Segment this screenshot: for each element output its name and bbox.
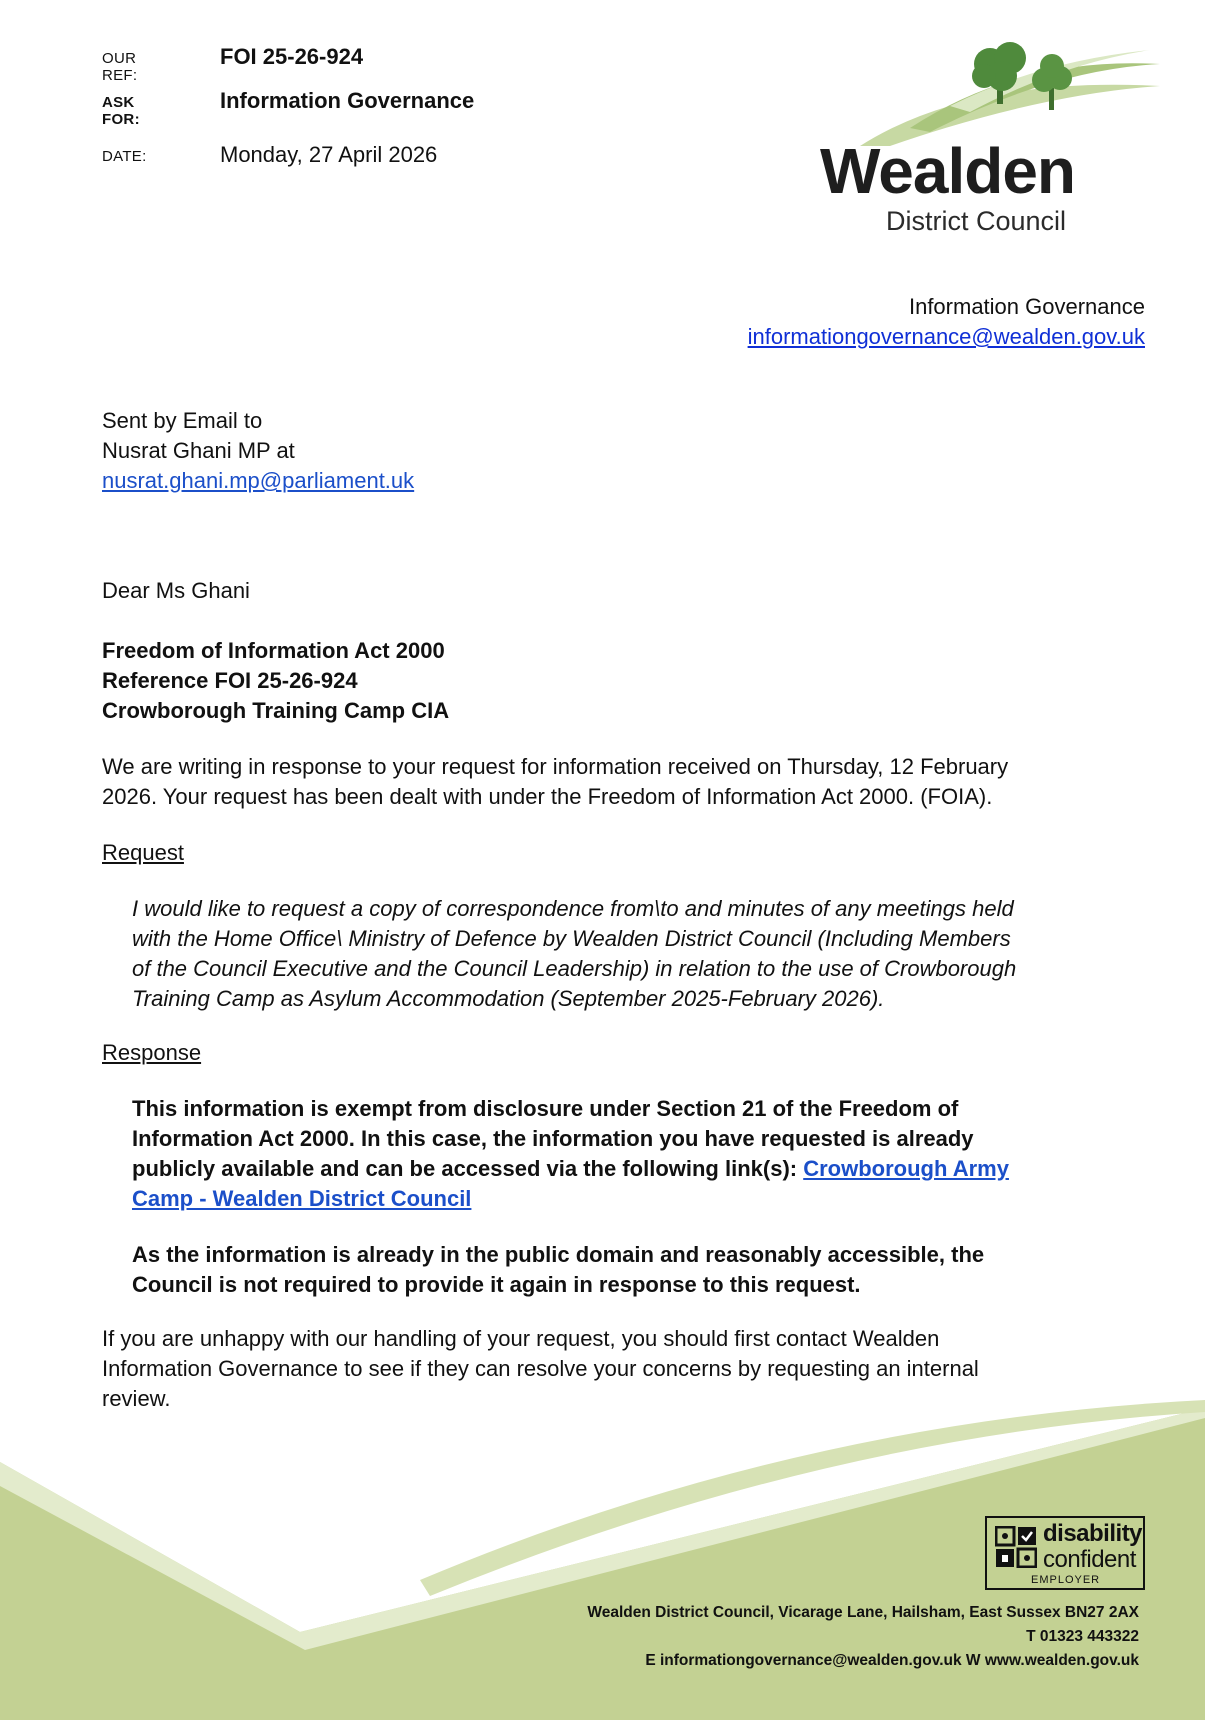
crowborough-camp-link-continued[interactable]: Camp - Wealden District Council	[132, 1186, 472, 1211]
intro-line: 2026. Your request has been dealt with under the Freedom of Information Act 2000. (FOIA).	[102, 784, 993, 809]
request-quote	[132, 894, 1102, 1014]
sender-department: Information Governance	[908, 294, 1145, 319]
salutation: Dear Ms Ghani	[102, 578, 250, 603]
sender-email-link[interactable]: informationgovernance@wealden.gov.uk	[747, 324, 1145, 349]
request-line: of the Council Executive and the Council Leadership) in relation to the use of Crowborough	[132, 956, 1017, 981]
response-line: Information Act 2000. In this case, the information you have requested is already	[132, 1126, 974, 1151]
ask-for-value: Information Governance	[220, 88, 475, 113]
footer-contacts: E informationgovernance@wealden.gov.uk W www.wealden.gov.uk	[645, 1652, 1139, 1669]
badge-text-employer: EMPLOYER	[1031, 1574, 1101, 1586]
recipient-block	[102, 406, 1102, 496]
crowborough-camp-link[interactable]: Crowborough Army	[803, 1156, 1009, 1181]
response-heading: Response	[102, 1040, 202, 1065]
tree-hills-icon	[820, 36, 1170, 146]
subject-line1: Freedom of Information Act 2000	[102, 638, 445, 663]
request-line: Training Camp as Asylum Accommodation (September 2025-February 2026).	[132, 986, 885, 1011]
recipient-email-link[interactable]: nusrat.ghani.mp@parliament.uk	[102, 468, 415, 493]
response-line: publicly available and can be accessed via the following link(s):	[132, 1156, 804, 1181]
intro-paragraph	[102, 752, 1102, 812]
intro-line: We are writing in response to your request for information received on Thursday, 12 February	[102, 754, 1009, 779]
date-label: DATE:	[102, 148, 147, 165]
date-value: Monday, 27 April 2026	[220, 142, 438, 167]
closing-line: review.	[102, 1386, 171, 1411]
footer-address: Wealden District Council, Vicarage Lane, Hailsham, East Sussex BN27 2AX	[587, 1604, 1139, 1621]
subject-line3: Crowborough Training Camp CIA	[102, 698, 450, 723]
badge-text-disability: disability	[1043, 1520, 1143, 1547]
logo-wordmark: Wealden	[820, 135, 1075, 207]
request-line: with the Home Office\ Ministry of Defence by Wealden District Council (Including Members	[132, 926, 1011, 951]
recipient-line2: Nusrat Ghani MP at	[102, 438, 295, 463]
closing-paragraph	[102, 1324, 1102, 1414]
request-heading: Request	[102, 840, 184, 865]
logo-subtitle: District Council	[886, 206, 1067, 236]
disability-confident-badge	[985, 1516, 1145, 1590]
sender-block	[748, 292, 1145, 352]
response-paragraph	[132, 1094, 1102, 1214]
response-line: Council is not required to provide it again in response to this request.	[132, 1272, 861, 1297]
response-paragraph-2	[132, 1240, 1102, 1300]
response-line: As the information is already in the public domain and reasonably accessible, the	[132, 1242, 985, 1267]
badge-text-confident: confident	[1043, 1546, 1136, 1573]
disability-confident-icon	[995, 1526, 1037, 1568]
our-ref-label: OUR REF:	[102, 50, 138, 84]
subject-line2: Reference FOI 25-26-924	[102, 668, 358, 693]
wealden-logo	[820, 36, 1170, 246]
response-line: This information is exempt from disclosure under Section 21 of the Freedom of	[132, 1096, 959, 1121]
closing-line: If you are unhappy with our handling of your request, you should first contact Wealden	[102, 1326, 940, 1351]
closing-line: Information Governance to see if they can resolve your concerns by requesting an internal	[102, 1356, 979, 1381]
request-line: I would like to request a copy of correspondence from\to and minutes of any meetings held	[132, 896, 1014, 921]
ask-for-label: ASK FOR:	[102, 94, 140, 128]
our-ref-value: FOI 25-26-924	[220, 44, 364, 69]
subject-block	[102, 636, 1102, 726]
recipient-line1: Sent by Email to	[102, 408, 263, 433]
footer-phone: T 01323 443322	[1026, 1628, 1139, 1645]
